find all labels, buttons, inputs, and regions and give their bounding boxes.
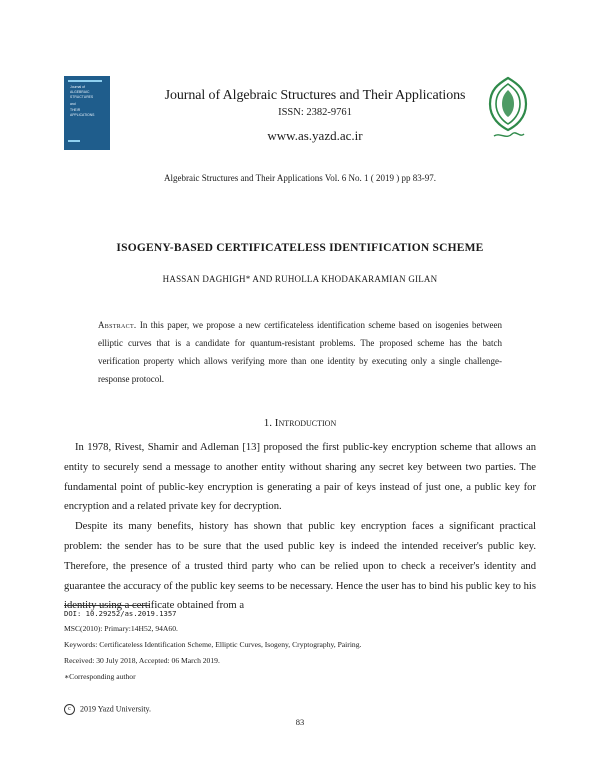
copyright-notice: [64, 704, 151, 715]
footnote-doi: DOI: 10.29252/as.2019.1357: [64, 609, 177, 618]
cover-text: ALGEBRAIC: [70, 90, 90, 94]
journal-title: Journal of Algebraic Structures and Their Applications: [164, 88, 466, 103]
copyright-icon: c: [64, 704, 75, 715]
section-title: Introduction: [274, 417, 337, 429]
copyright-text: 2019 Yazd University.: [80, 704, 152, 714]
footnote-rule: [64, 605, 150, 606]
paragraph: Despite its many benefits, history has shown that public key encryption faces a significant practical problem: the sender has to be sure that the used public key is indeed the intended receiver's public key. Therefore, the presence of a trusted third party who can be relied upon to check a receiver's identity and guarantee the accuracy of the public key seems to be necessary. Hence the user has to bind his public key to his identity using a certificate obtained from a: [64, 521, 536, 612]
citation-line: Algebraic Structures and Their Applications Vol. 6 No. 1 ( 2019 ) pp 83-97.: [164, 173, 436, 183]
footnote-keywords: Keywords: Certificateless Identification Scheme, Elliptic Curves, Isogeny, Cryptography, Pairing.: [64, 640, 362, 649]
cover-text: Journal of: [70, 85, 85, 89]
section-heading: [40, 417, 560, 429]
abstract-text: In this paper, we propose a new certificateless identification scheme based on isogenies between elliptic curves that is a candidate for quantum-resistant problems. The proposed scheme has the batch verification property which allows verifying more than one identity by executing only a single challenge-response protocol.: [98, 320, 503, 384]
cover-text: and: [70, 102, 76, 106]
cover-text: APPLICATIONS: [70, 113, 95, 117]
journal-website: www.as.yazd.ac.ir: [267, 128, 363, 143]
body-text: [64, 438, 536, 616]
paper-authors: HASSAN DAGHIGH* AND RUHOLLA KHODAKARAMIAN GILAN: [162, 274, 438, 284]
footnote-msc: MSC(2010): Primary:14H52, 94A60.: [64, 624, 178, 633]
abstract: [98, 316, 502, 388]
cover-text: STRUCTURES: [70, 95, 94, 99]
paper-title: ISOGENY-BASED CERTIFICATELESS IDENTIFICATION SCHEME: [116, 242, 484, 254]
cover-stripe: [68, 80, 102, 82]
paragraph: In 1978, Rivest, Shamir and Adleman [13] proposed the first public-key encryption scheme that allows an entity to securely send a message to another entity without sharing any secret key between two parties. The fundamental point of public-key encryption is generating a pair of keys instead of just one, a public key for encryption and a related private key for decryption.: [64, 442, 536, 513]
yazd-university-emblem-icon: [480, 74, 536, 144]
cover-text: THEIR: [70, 108, 81, 112]
page-number: 83: [295, 717, 305, 727]
journal-issn: ISSN: 2382-9761: [278, 107, 352, 118]
footnote-received: Received: 30 July 2018, Accepted: 06 March 2019.: [64, 656, 220, 665]
footnote-corresponding: ∗Corresponding author: [64, 672, 136, 681]
abstract-heading: Abstract.: [98, 320, 137, 330]
cover-stripe: [68, 140, 80, 142]
journal-cover-thumbnail: [64, 76, 110, 150]
section-number: 1.: [263, 417, 273, 429]
